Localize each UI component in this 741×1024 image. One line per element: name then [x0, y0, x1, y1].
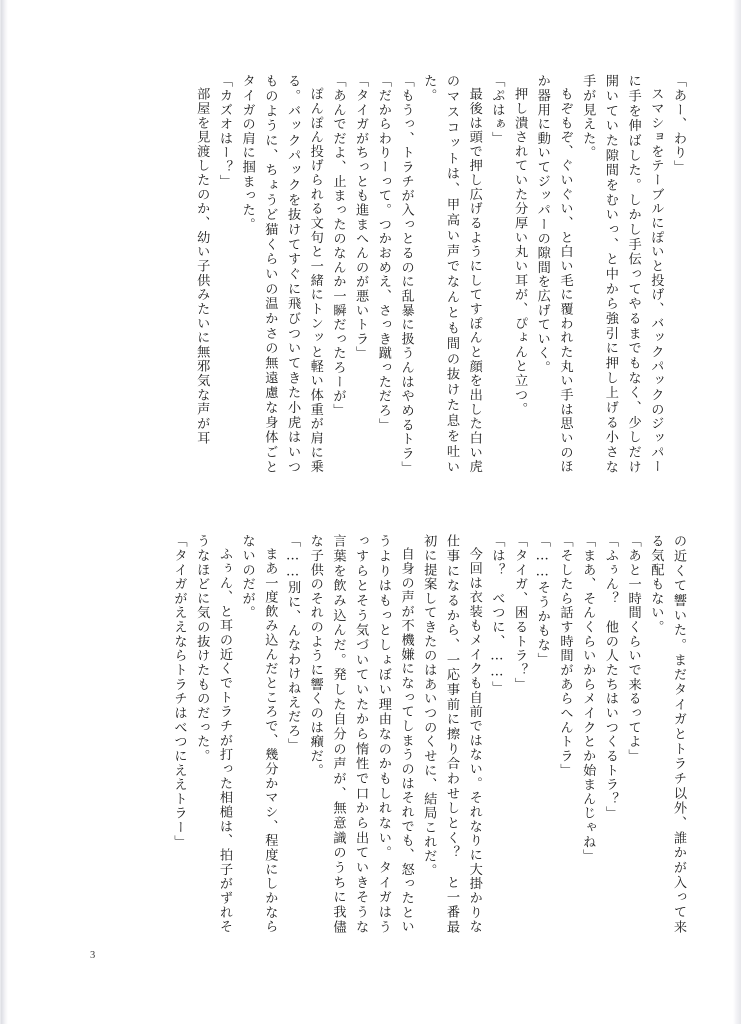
paragraph: 「あんでだよ、止まったのなんか一瞬だったろーが」	[330, 74, 346, 418]
paragraph: ふぅん、と耳の近くでトラチが打った相槌は、拍子がずれそうなほどに気の抜けたものだった。	[194, 534, 232, 934]
paragraph: まあ一度飲み込んだところで、幾分かマシ、程度にしかならないのだが。	[239, 534, 278, 934]
paragraph: 「……別に、んなわけねえだろ」	[285, 534, 301, 753]
document-page	[8, 0, 733, 1024]
paragraph: 「だからわりーって。つかおめえ、さっき蹴っただろ」	[375, 74, 391, 433]
paragraph: もぞもぞ、ぐいぐい、と白い毛に覆われた丸い手は思いのほか器用に動いてジッパーの隙間を広げていく。	[534, 74, 573, 474]
paragraph: 「……そうかもな」	[534, 534, 550, 667]
paragraph: 「まあ、そんくらいからメイクとか始まんじゃね」	[580, 534, 596, 864]
paragraph: 「タイガがええならトラチはべつにええトラー」	[171, 534, 187, 850]
paragraph: 「ぷはぁ」	[489, 74, 505, 146]
paragraph: 今回は衣装もメイクも自前ではない。それなりに大掛かりな仕事になるから、一応事前に擦り合わせしとく？ と一番最初に提案してきたのはあいつのくせに、結局これだ。	[421, 534, 482, 934]
paragraph: 部屋を見渡したのか、幼い子供みたいに無邪気な声が耳	[194, 87, 210, 446]
paragraph: 最後は頭で押し広げるようにしてすぽんと顔を出した白い虎のマスコットは、甲高い声でなんとも間の抜けた息を吐いた。	[421, 74, 482, 474]
paragraph: 「あー、わり」	[671, 74, 686, 175]
paragraph: 「そしたら話す時間があらへんトラ」	[557, 534, 573, 778]
paragraph: ぽんぽん投げられる文句と一緒にトンッと軽い体重が肩に乗る。バックパックを抜けてすぐに飛びついてきた小虎はいつものように、ちょうど猫くらいの温かさの無遠慮な身体ごとタイガの肩に掴まった。	[239, 74, 323, 474]
paragraph: 「カズオはー？」	[216, 74, 232, 189]
paragraph: 「もうっ、トラチが入っとるのに乱暴に扱うんはやめるトラ」	[398, 74, 414, 476]
text-block-lower	[129, 534, 689, 934]
page-number: 3	[90, 950, 96, 961]
paragraph: 自身の声が不機嫌になってしまうのはそれでも、怒ったというよりはもっとしょぼい理由なのかもしれない。タイガはうっすらとそう気づいていたから惰性で口から出ていきそうな言葉を飲み込んだ。発した自分の声が、無意識のうちに我儘な子供のそれのように響くのは癪だ。	[307, 534, 414, 934]
paragraph: 「ふぅん？ 他の人たちはいつくるトラ？」	[602, 534, 618, 821]
paragraph: の近くて響いた。まだタイガとトラチ以外、誰かが入って来る気配もない。	[648, 534, 686, 934]
paragraph: 押し潰されていた分厚い丸い耳が、ぴょんと立つ。	[512, 87, 528, 417]
paragraph: 「タイガ、困るトラ？」	[512, 534, 528, 692]
paragraph: 「タイガがちっとも進まへんのが悪いトラ」	[353, 74, 369, 361]
paragraph: 「あと一時間くらいで来るってよ」	[625, 534, 641, 764]
paragraph: 「は？ べつに、……」	[489, 534, 505, 696]
paragraph: スマショをテーブルにぽいと投げ、バックパックのジッパーに手を伸ばした。しかし手伝ってやるまでもなく、少しだけ開いていた隙間をむいっ、と中から強引に押し上げる小さな手が見えた。	[580, 74, 664, 474]
text-block-upper	[169, 74, 689, 474]
